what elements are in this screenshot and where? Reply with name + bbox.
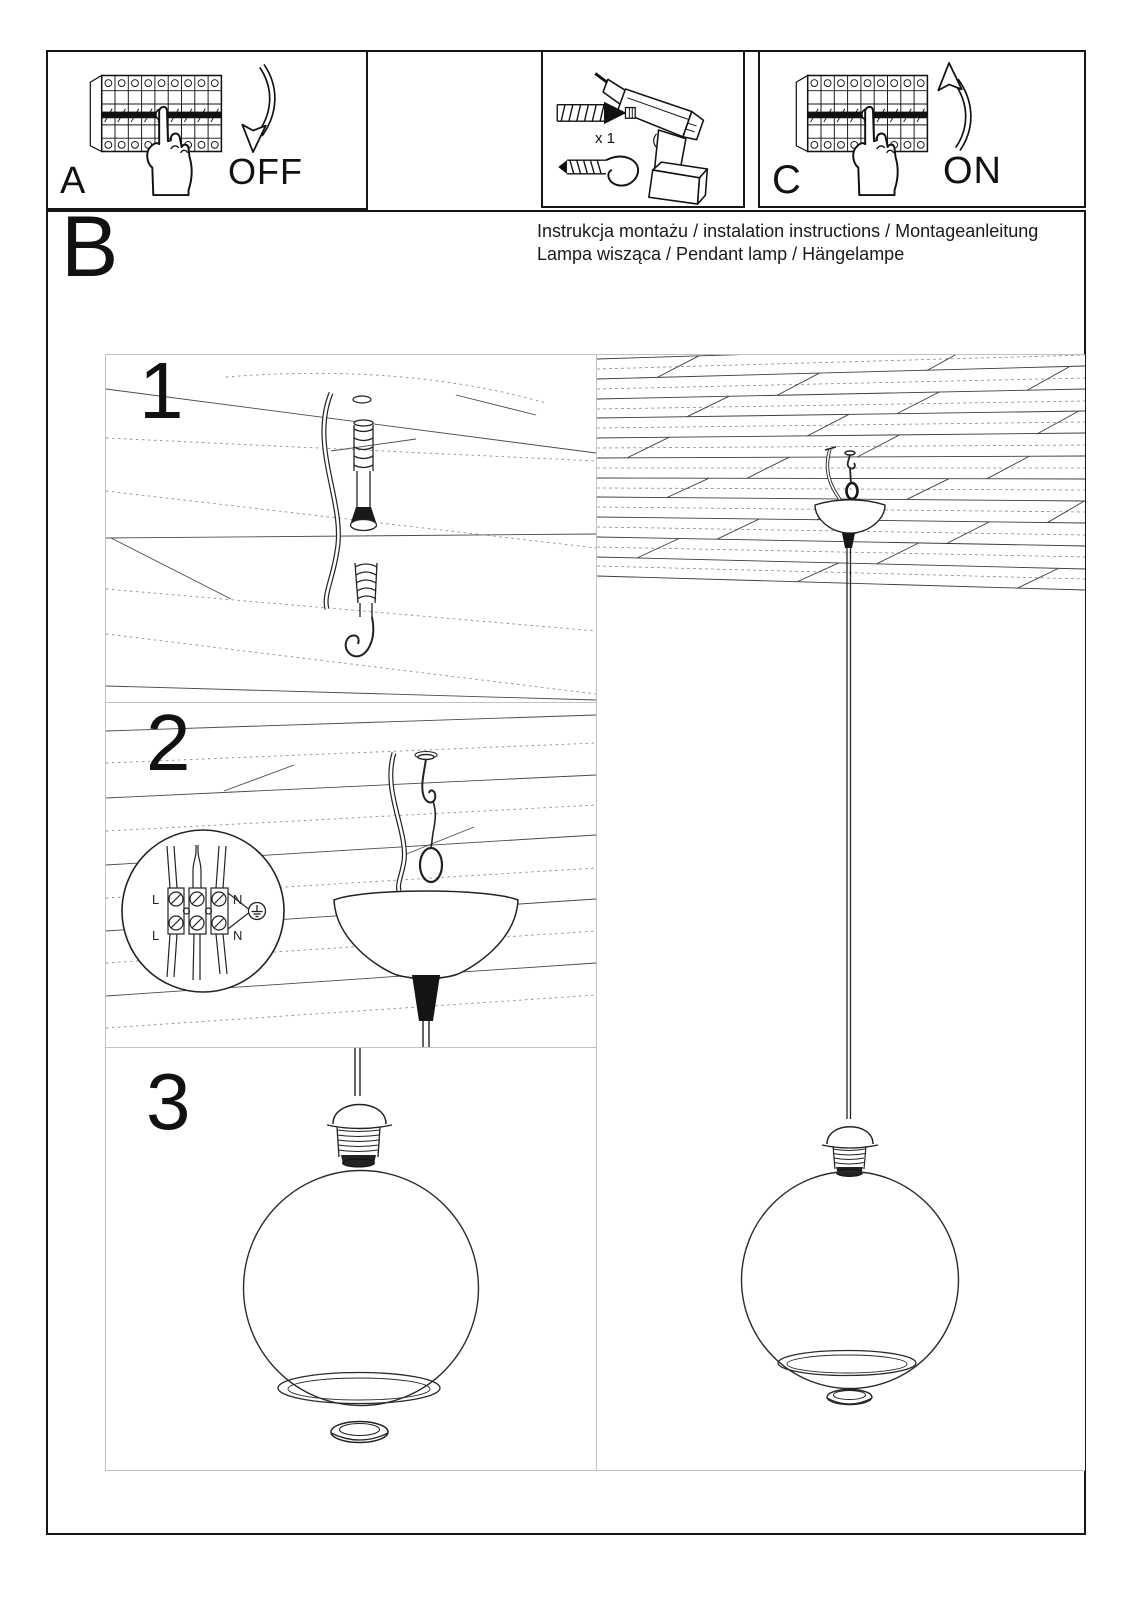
box-c-label: C — [772, 158, 801, 202]
step-1-panel — [106, 355, 596, 703]
retaining-ring-icon — [331, 1422, 388, 1443]
instruction-line-2: Lampa wisząca / Pendant lamp / Hängelampe — [537, 244, 905, 264]
mains-cable-icon — [324, 393, 339, 609]
hanger-loop-icon — [847, 483, 858, 499]
terminal-label-n-top: N — [233, 892, 243, 907]
curved-arrow-up-icon — [928, 60, 974, 153]
lamp-socket-icon — [327, 1105, 392, 1168]
terminal-label-l-bottom: L — [152, 928, 160, 943]
wall-plug-icon — [351, 420, 377, 531]
pendant-cord-icon — [423, 1021, 429, 1047]
instruction-line-1: Instrukcja montażu / instalation instructions / Montageanleitung — [537, 221, 1039, 241]
step-1-number: 1 — [139, 355, 184, 435]
glass-sphere-shade-icon — [244, 1171, 479, 1406]
hook-screw-icon — [346, 563, 377, 656]
glass-sphere-shade-icon — [742, 1172, 959, 1389]
ceiling-hole — [353, 396, 371, 403]
cord-grip-icon — [412, 975, 440, 1021]
canopy-icon — [815, 500, 885, 534]
tools-box — [541, 50, 745, 208]
step-2-number: 2 — [146, 703, 191, 787]
step-3-panel — [106, 1048, 596, 1470]
hook-screw-icon — [558, 157, 638, 186]
wiring-detail-circle — [122, 830, 284, 992]
step-2-panel — [106, 703, 596, 1048]
pendant-cord-icon — [847, 548, 851, 1119]
ceiling-illustration — [597, 355, 1085, 590]
step-a-power-off-box — [46, 50, 368, 210]
plug-count-label: x 1 — [595, 130, 616, 147]
canopy-icon — [334, 891, 518, 979]
lamp-socket-icon — [822, 1127, 878, 1177]
assembled-lamp-panel — [596, 355, 1085, 1470]
step-c-power-on-box — [758, 50, 1086, 208]
on-label: ON — [943, 150, 1002, 192]
mains-cable-icon — [391, 753, 405, 891]
cord-grip-icon — [842, 533, 855, 548]
off-label: OFF — [228, 151, 303, 192]
section-b-box — [46, 199, 1086, 1535]
terminal-label-n-bottom: N — [233, 928, 243, 943]
pendant-cord-icon — [355, 1048, 360, 1096]
curved-arrow-down-icon — [232, 62, 278, 155]
pointing-hand-icon — [137, 104, 197, 197]
hanger-loop-icon — [420, 848, 442, 882]
instruction-text — [537, 220, 1038, 266]
ceiling-hook-icon — [418, 755, 435, 849]
pointing-hand-icon — [843, 104, 903, 197]
terminal-label-l-top: L — [152, 892, 160, 907]
pendant-lamp-illustration — [597, 355, 1085, 1470]
retaining-ring-icon — [827, 1390, 872, 1405]
tools-illustration — [543, 52, 743, 206]
step-3-number: 3 — [146, 1057, 191, 1146]
diagram-grid — [105, 354, 1085, 1471]
box-a-label: A — [60, 160, 86, 202]
section-b-label: B — [61, 199, 119, 295]
